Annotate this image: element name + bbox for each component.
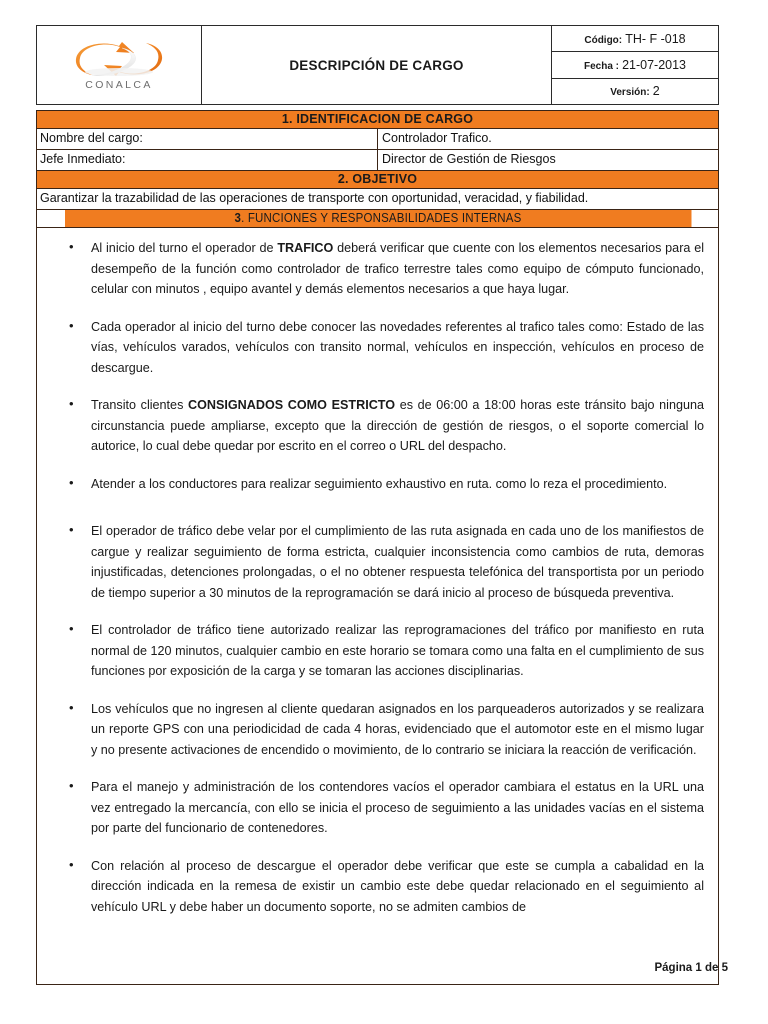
section-heading-funciones <box>64 210 691 228</box>
bullet-text-post: es de 06:00 a 18:00 horas este tránsito bajo ninguna circunstancia puede ampliarse, excepto que la dirección de gestión de riesgos, o el soporte comercial lo autorice, lo cual debe quedar por escrito en el correo o URL del despacho. <box>91 398 704 453</box>
bullet-text-pre: Atender a los conductores para realizar seguimiento exhaustivo en ruta. como lo reza el procedimiento. <box>91 476 668 491</box>
bullet-text-bold: TRAFICO <box>277 241 334 255</box>
document-header-table <box>36 25 719 105</box>
bullet-text-pre: Con relación al proceso de descargue el operador debe verificar que este se cumpla a cabalidad en la dirección indicada en la remesa de existir un cambio este debe quedar relacionado en el seguimiento al vehículo URL y debe haber un documento soporte, no se admiten cambios de <box>91 858 704 914</box>
functions-bullet-list <box>47 238 704 917</box>
section-text-objetivo: Garantizar la trazabilidad de las operaciones de transporte con oportunidad, veracidad, y fiabilidad. <box>37 189 719 210</box>
section-heading-funciones-number: 3 <box>233 211 241 225</box>
field-label-jefe-inmediato: Jefe Inmediato: <box>37 150 378 171</box>
bullet-text-pre: El controlador de tráfico tiene autorizado realizar las reprogramaciones del tráfico por manifiesto en ruta normal de 120 minutos, cualquier cambio en este horario se tomara como una falta en el cumplimiento de sus funciones por exposición de la carga y se tomaran las acciones disciplinarias. <box>91 623 704 678</box>
bullet-text-pre: Cada operador al inicio del turno debe conocer las novedades referentes al trafico tales como: Estado de las vías, vehículos varados, vehículos con transito normal, vehículos en inspección, vehículos en proceso de descargue. <box>91 319 704 375</box>
meta-codigo-value: TH- F -018 <box>625 31 686 46</box>
logo-cell <box>37 26 202 105</box>
bullet-text-pre: Al inicio del turno el operador de <box>91 241 278 255</box>
meta-version-value: 2 <box>652 84 660 99</box>
meta-codigo <box>552 26 719 52</box>
meta-fecha <box>552 52 719 78</box>
list-item <box>47 474 704 495</box>
section-heading-objetivo: 2. OBJETIVO <box>37 171 719 189</box>
section-heading-funciones-text: . FUNCIONES Y RESPONSABILIDADES INTERNAS <box>240 211 522 225</box>
bullet-text-bold: CONSIGNADOS COMO ESTRICTO <box>188 398 396 412</box>
list-item <box>47 699 704 761</box>
meta-version <box>552 78 719 104</box>
conalca-swoosh-logo-icon <box>72 39 166 79</box>
bullet-text-pre: El operador de tráfico debe velar por el cumplimiento de las ruta asignada en cada uno de los manifiestos de cargue y realizar seguimiento de forma estricta, cualquier inconsistencia como cambios de ruta, demoras injustificadas, detenciones prolongadas, o el no obtener respuesta telefónica del transportista por un periodo de tiempo superior a 30 minutos de la reprogramación se dará inicio al proceso de búsqueda preventiva. <box>91 524 704 600</box>
meta-codigo-label: Código: <box>584 34 623 46</box>
list-item <box>47 395 704 457</box>
meta-version-label: Versión: <box>610 87 650 99</box>
list-item <box>47 856 704 918</box>
meta-fecha-label: Fecha : <box>583 60 619 72</box>
bullet-text-pre: Transito clientes <box>91 398 188 412</box>
list-item <box>47 317 704 379</box>
field-value-jefe-inmediato: Director de Gestión de Riesgos <box>378 150 719 171</box>
list-item <box>47 777 704 839</box>
list-item <box>47 238 704 300</box>
page-footer: Página 1 de 5 <box>654 962 728 974</box>
bullet-text-pre: Para el manejo y administración de los contendores vacíos el operador cambiara el estatus en la URL una vez entregado la mercancía, con ello se inicia el proceso de seguimiento a las unidades vacías en el sistema por parte del funcionario de contenedores. <box>91 780 704 835</box>
section-heading-identificacion: 1. IDENTIFICACION DE CARGO <box>37 111 719 129</box>
functions-body-cell <box>37 228 719 985</box>
document-title: DESCRIPCIÓN DE CARGO <box>202 26 552 105</box>
field-label-nombre-del-cargo: Nombre del cargo: <box>37 129 378 150</box>
field-value-nombre-del-cargo: Controlador Trafico. <box>378 129 719 150</box>
list-item <box>47 521 704 603</box>
bullet-text-pre: Los vehículos que no ingresen al cliente quedaran asignados en los parqueaderos autorizados y se realizara un reporte GPS con una periodicidad de cada 4 horas, evidenciado que el automotor este en el mismo lugar y no presente activaciones de encendido o movimiento, de lo contrario se iniciara la reacción de verificación. <box>91 701 704 757</box>
logo-wordmark: CONALCA <box>85 79 153 92</box>
document-content-table <box>36 110 719 985</box>
list-item <box>47 620 704 682</box>
bullet-text-post: deberá verificar que cuente con los elementos necesarios para el desempeño de la función como controlador de trafico terrestre tales como equipo de cómputo funcionado, celular con minutos , equipo avantel y demás elementos necesarios a que haya lugar. <box>91 241 705 296</box>
meta-fecha-value: 21-07-2013 <box>622 57 687 72</box>
